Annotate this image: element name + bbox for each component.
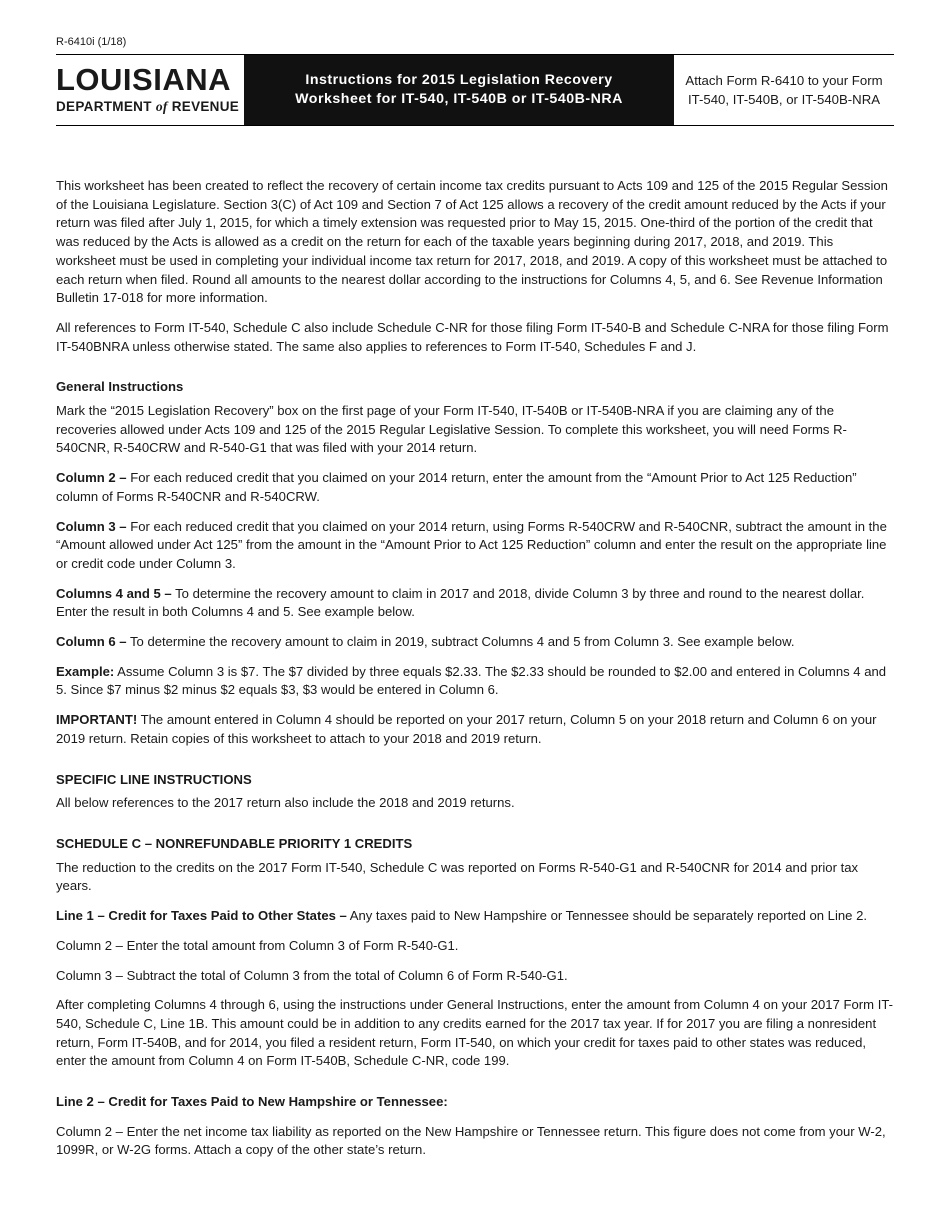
line-1-column-3: Column 3 – Subtract the total of Column 3 from the total of Column 6 of Form R-540-G1. xyxy=(56,967,568,983)
example-instruction xyxy=(56,663,894,700)
example-label: Example: xyxy=(56,663,115,679)
columns-4-5-text: To determine the recovery amount to claim in 2017 and 2018, divide Column 3 by three and round to the nearest dollar. Enter the result in both Columns 4 and 5. See example below. xyxy=(56,585,865,620)
column-6-label: Column 6 – xyxy=(56,634,127,650)
document-page xyxy=(56,36,894,1171)
column-2-text: For each reduced credit that you claimed on your 2014 return, enter the amount from the “Amount Prior to Act 125 Reduction” column of Forms R-540CNR and R-540CRW. xyxy=(56,470,857,504)
important-label: IMPORTANT! xyxy=(56,712,138,728)
title-line-1: Instructions for 2015 Legislation Recovery xyxy=(305,72,613,88)
intro-paragraph-2: All references to Form IT-540, Schedule C also include Schedule C-NR for those filing Form IT-540-B and Schedule C-NRA for those filing Form IT-540BNRA unless otherwise stated. The same also applies to references to Form IT-540, Schedules F and J. xyxy=(56,319,889,354)
logo-sub-before: DEPARTMENT xyxy=(56,99,156,114)
important-text: The amount entered in Column 4 should be reported on your 2017 return, Column 5 on your 2018 return and Column 6 on your 2019 return. Retain copies of this worksheet to attach to your 2018 and 2019 return. xyxy=(56,712,877,746)
line-2-column-2: Column 2 – Enter the net income tax liability as reported on the New Hampshire or Tennessee return. This figure does not come from your W-2, 1099R, or W-2G forms. Attach a copy of the other state’s return. xyxy=(56,1123,886,1158)
attach-line-1: Attach Form R-6410 to your Form xyxy=(685,73,883,88)
general-instructions-section xyxy=(56,378,894,748)
line-1-label: Line 1 – Credit for Taxes Paid to Other States – xyxy=(56,908,347,924)
document-body xyxy=(56,177,894,1160)
schedule-c-heading: SCHEDULE C – NONREFUNDABLE PRIORITY 1 CREDITS xyxy=(56,835,413,851)
column-6-instruction xyxy=(56,633,894,652)
logo-sub-of: of xyxy=(155,99,168,114)
column-3-label: Column 3 – xyxy=(56,518,127,534)
header xyxy=(56,54,894,126)
line-2-label: Line 2 – Credit for Taxes Paid to New Hampshire or Tennessee: xyxy=(56,1094,448,1110)
title-line-2: Worksheet for IT-540, IT-540B or IT-540B-NRA xyxy=(295,91,623,107)
column-3-text: For each reduced credit that you claimed on your 2014 return, using Forms R-540CRW and R-540CNR, subtract the amount in the “Amount allowed under Act 125” from the amount in the “Amount Prior to Act 125 Reduction” column and enter the result on the appropriate line or credit code under Column 3. xyxy=(56,518,887,571)
column-3-instruction xyxy=(56,518,894,574)
logo-main-text: LOUISIANA xyxy=(56,62,231,97)
specific-line-instructions-text: All below references to the 2017 return also include the 2018 and 2019 returns. xyxy=(56,795,515,811)
form-id: R-6410i (1/18) xyxy=(56,36,127,48)
general-instructions-text: Mark the “2015 Legislation Recovery” box on the first page of your Form IT-540, IT-540B or IT-540B-NRA if you are claiming any of the recoveries allowed under Acts 109 and 125 of the 2015 Regular Legislative Session. To complete this worksheet, you will need Forms R-540CNR, R-540CRW and R-540-G1 that was filed with your 2014 return. xyxy=(56,403,847,456)
louisiana-revenue-logo xyxy=(56,55,244,125)
important-instruction xyxy=(56,711,894,748)
line-1-after-text: After completing Columns 4 through 6, using the instructions under General Instructions, enter the amount from Column 4 on your 2017 Form IT-540, Schedule C, Line 1B. This amount could be in addition to any credits earned for the 2017 tax year. If for 2017 you are filing a nonresident return, Form IT-540B, and for 2014, you filed a resident return, Form IT-540, on which your credit for taxes paid to other states was reduced, enter the amount from Column 4 on Form IT-540B, Schedule C-NR, code 199. xyxy=(56,997,893,1069)
document-title xyxy=(244,55,674,125)
logo-sub-after: REVENUE xyxy=(167,99,240,114)
specific-line-instructions-heading: SPECIFIC LINE INSTRUCTIONS xyxy=(56,771,252,787)
column-6-text: To determine the recovery amount to claim in 2019, subtract Columns 4 and 5 from Column 3. See example below. xyxy=(126,634,795,650)
intro-paragraph-1: This worksheet has been created to reflect the recovery of certain income tax credits pursuant to Acts 109 and 125 of the 2015 Regular Session of the Louisiana Legislature. Section 3(C) of Act 109 and Section 7 of Act 125 allows a recovery of the credit amount reduced by the Acts if your return was filed after July 1, 2015, for which a timely extension was requested prior to May 15, 2015. One-third of the portion of the credit that was reduced by the Acts is allowed as a credit on the return for each of the taxable years beginning during 2017, 2018, and 2019. This worksheet must be used in completing your individual income tax return for 2017, 2018, and 2019. A copy of this worksheet must be attached to each return when filed. Round all amounts to the nearest dollar according to the instructions for Columns 4, 5, and 6. See Revenue Information Bulletin 17-018 for more information. xyxy=(56,178,888,306)
line-1-text: Any taxes paid to New Hampshire or Tennessee should be separately reported on Line 2. xyxy=(346,908,868,924)
attach-line-2: IT-540, IT-540B, or IT-540B-NRA xyxy=(687,92,881,107)
columns-4-5-label: Columns 4 and 5 – xyxy=(56,585,172,601)
attach-note xyxy=(674,55,894,125)
line-2-instruction xyxy=(56,1093,894,1112)
example-text: Assume Column 3 is $7. The $7 divided by three equals $2.33. The $2.33 should be rounded to $2.00 and entered in Columns 4 and 5. Since $7 minus $2 minus $2 equals $3, $3 would be entered in Column 6. xyxy=(56,663,887,698)
logo-sub-text xyxy=(56,99,244,115)
line-1-instruction xyxy=(56,907,894,926)
column-2-label: Column 2 – xyxy=(56,470,127,486)
specific-line-instructions-section xyxy=(56,771,894,813)
columns-4-5-instruction xyxy=(56,585,894,622)
column-2-instruction xyxy=(56,469,894,506)
line-1-column-2: Column 2 – Enter the total amount from Column 3 of Form R-540-G1. xyxy=(56,937,459,953)
schedule-c-section xyxy=(56,835,894,1071)
line-2-section xyxy=(56,1093,894,1160)
general-instructions-heading: General Instructions xyxy=(56,379,184,395)
schedule-c-text: The reduction to the credits on the 2017 Form IT-540, Schedule C was reported on Forms R-540-G1 and R-540CNR for 2014 and prior tax years. xyxy=(56,859,859,894)
